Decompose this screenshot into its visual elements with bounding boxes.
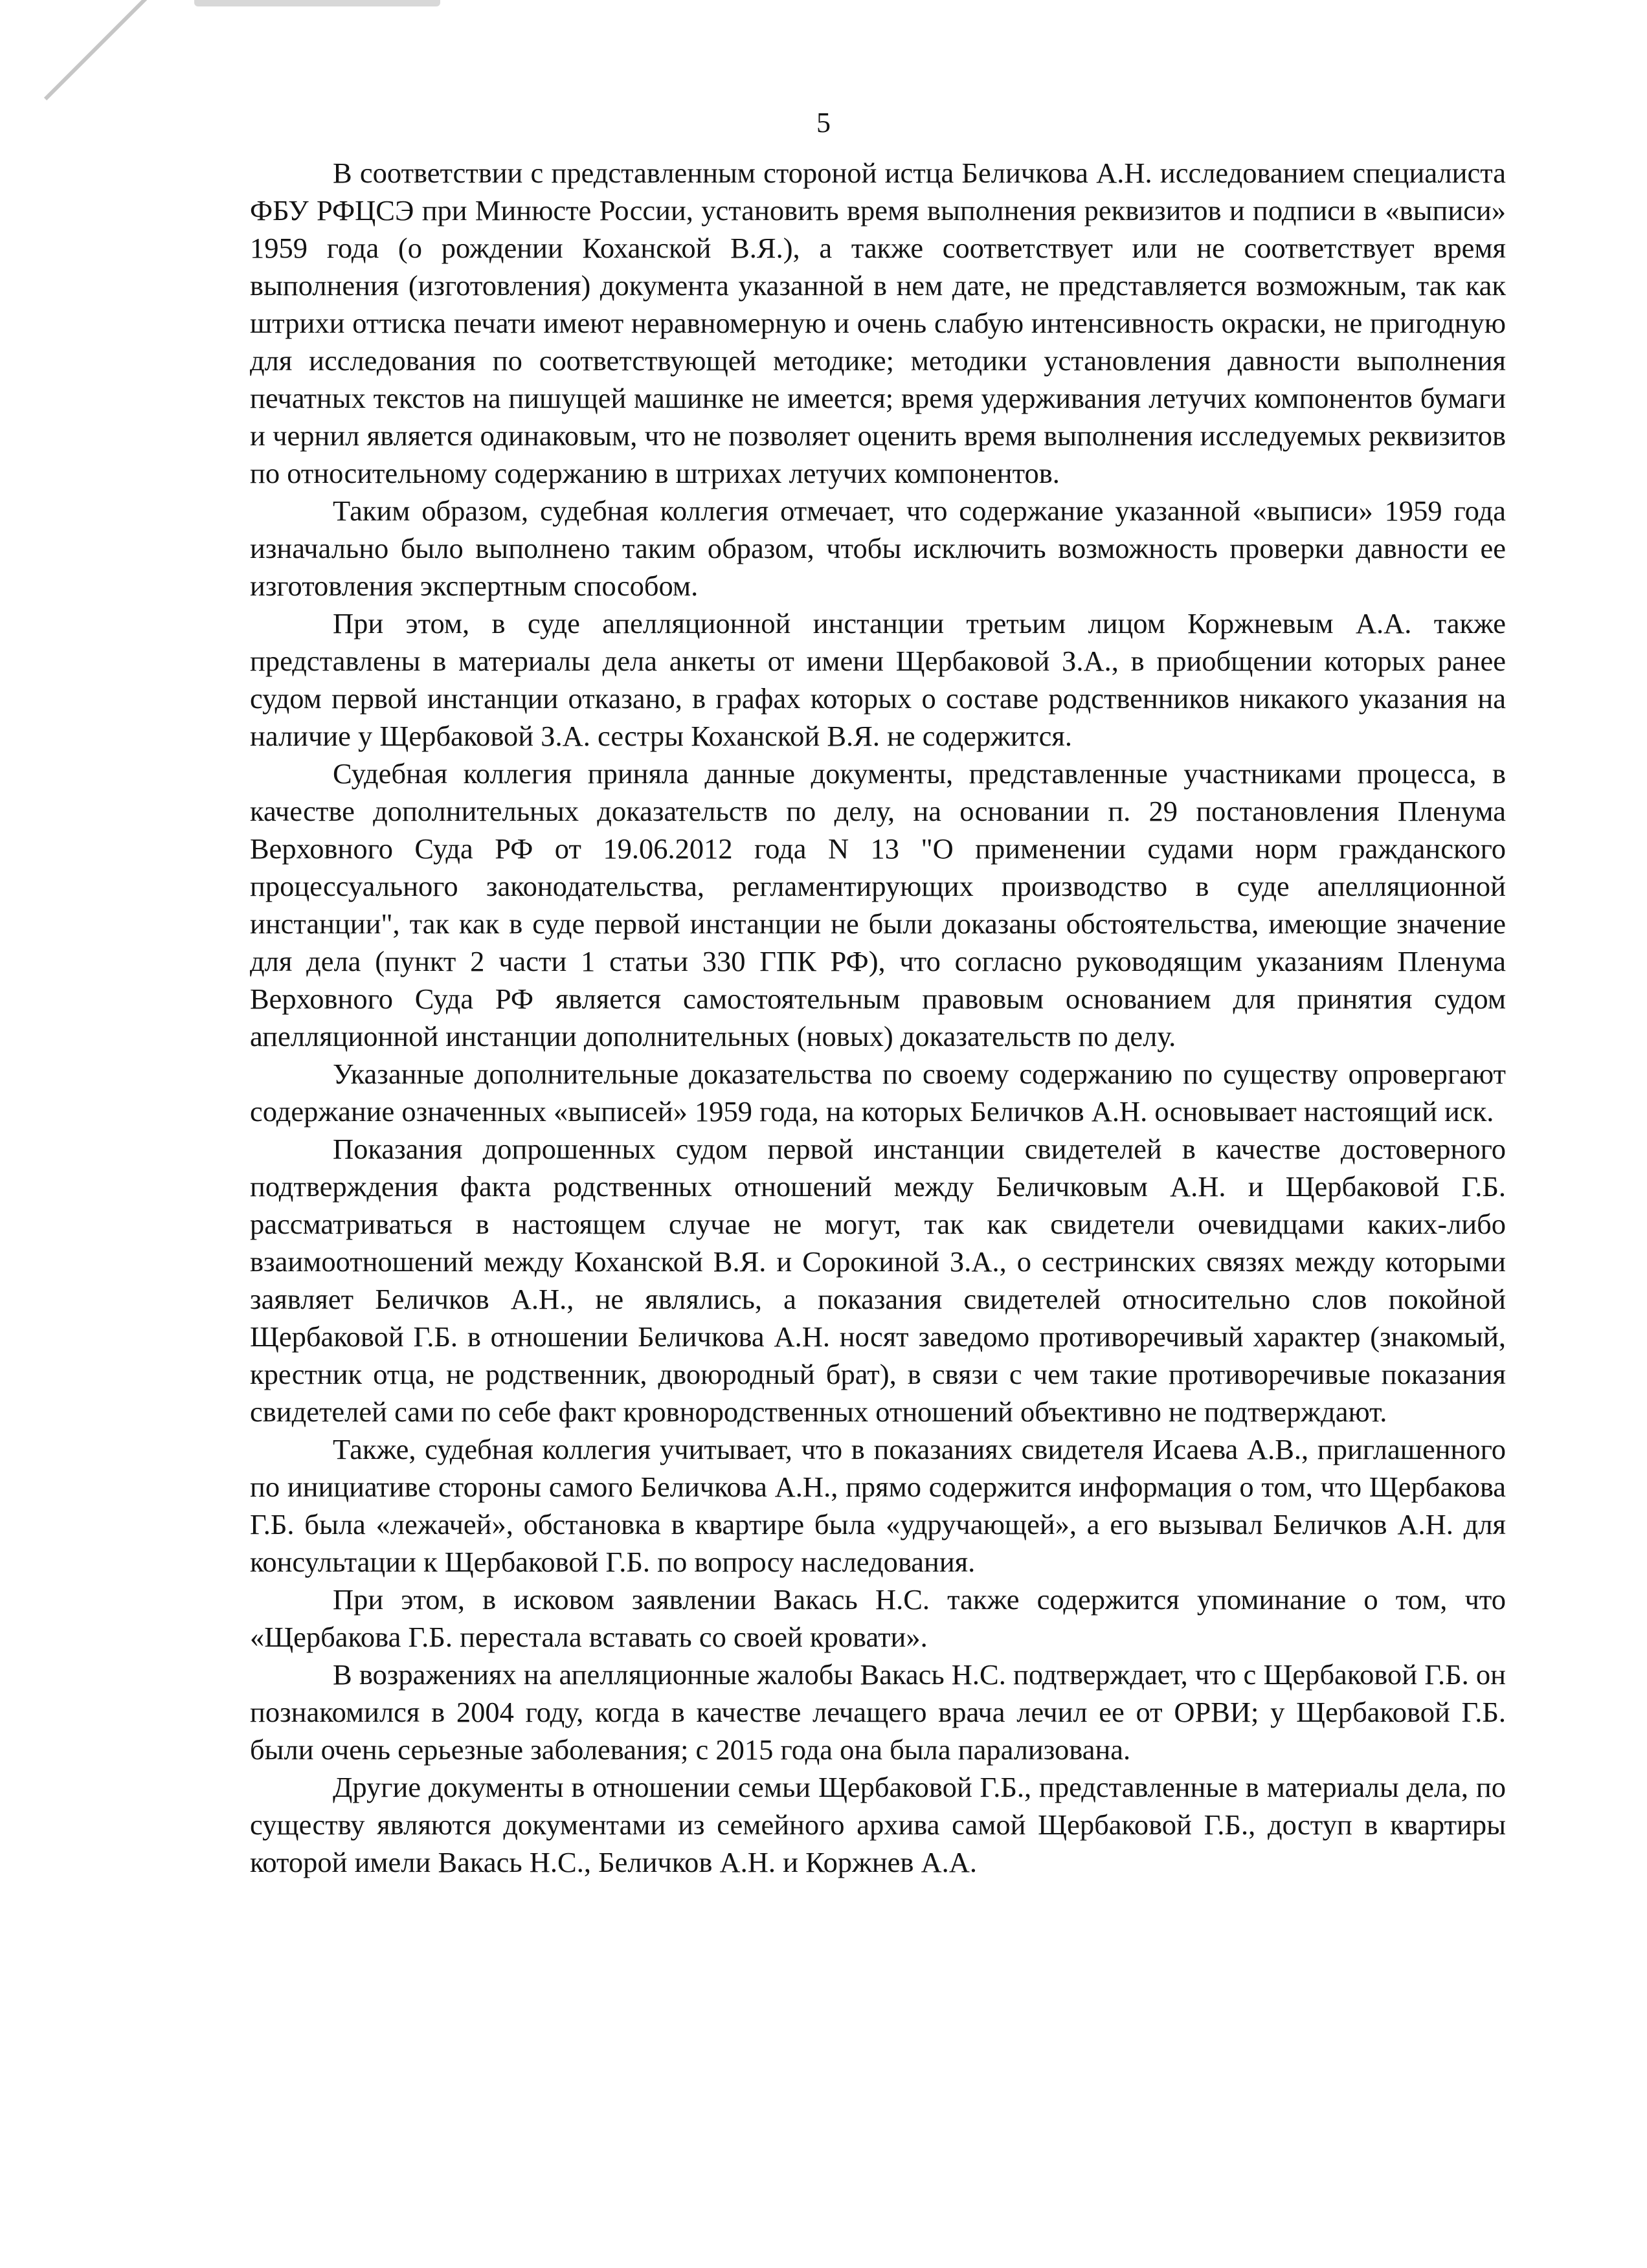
page-number: 5 [816,107,831,139]
paragraph: Также, судебная коллегия учитывает, что в показаниях свидетеля Исаева А.В., приглашенного по инициативе стороны самого Беличкова А.Н., прямо содержится информация о том, что Щербакова Г.Б. была «лежачей», обстановка в квартире была «удручающей», а его вызывал Беличков А.Н. для консультации к Щербаковой Г.Б. по вопросу наследования. [250,1433,1506,1578]
paragraph: Указанные дополнительные доказательства по своему содержанию по существу опровергают содержание означенных «выписей» 1959 года, на которых Беличков А.Н. основывает настоящий иск. [250,1058,1506,1128]
paragraph: Показания допрошенных судом первой инстанции свидетелей в качестве достоверного подтверждения факта родственных отношений между Беличковым А.Н. и Щербаковой Г.Б. рассматриваться в настоящем случае не могут, так как свидетели очевидцами каких-либо взаимоотношений между Коханской В.Я. и Сорокиной З.А., о сестринских связях между которыми заявляет Беличков А.Н., не являлись, а показания свидетелей относительно слов покойной Щербаковой Г.Б. в отношении Беличкова А.Н. носят заведомо противоречивый характер (знакомый, крестник отца, не родственник, двоюродный брат), в связи с чем такие противоречивые показания свидетелей сами по себе факт кровнородственных отношений объективно не подтверждают. [250,1133,1506,1428]
paragraph: Таким образом, судебная коллегия отмечает, что содержание указанной «выписи» 1959 года изначально было выполнено таким образом, чтобы исключить возможность проверки давности ее изготовления экспертным способом. [250,495,1506,602]
paragraph: В возражениях на апелляционные жалобы Вакась Н.С. подтверждает, что с Щербаковой Г.Б. он познакомился в 2004 году, когда в качестве лечащего врача лечил ее от ОРВИ; у Щербаковой Г.Б. были очень серьезные заболевания; с 2015 года она была парализована. [250,1658,1506,1766]
paragraph: При этом, в исковом заявлении Вакась Н.С. также содержится упоминание о том, что «Щербакова Г.Б. перестала вставать со своей кровати». [250,1583,1506,1653]
paragraph: Другие документы в отношении семьи Щербаковой Г.Б., представленные в материалы дела, по существу являются документами из семейного архива самой Щербаковой Г.Б., доступ в квартиры которой имели Вакась Н.С., Беличков А.Н. и Коржнев А.А. [250,1771,1506,1878]
scan-smudge [194,0,440,6]
pencil-mark [44,0,148,100]
paragraph: В соответствии с представленным стороной истца Беличкова А.Н. исследованием специалиста ФБУ РФЦСЭ при Минюсте России, установить время выполнения реквизитов и подписи в «выписи» 1959 года (о рождении Коханской В.Я.), а также соответствует или не соответствует время выполнения (изготовления) документа указанной в нем дате, не представляется возможным, так как штрихи оттиска печати имеют неравномерную и очень слабую интенсивность окраски, не пригодную для исследования по соответствующей методике; методики установления давности выполнения печатных текстов на пишущей машинке не имеется; время удерживания летучих компонентов бумаги и чернил является одинаковым, что не позволяет оценить время выполнения исследуемых реквизитов по относительному содержанию в штрихах летучих компонентов. [250,157,1506,489]
paragraph: При этом, в суде апелляционной инстанции третьим лицом Коржневым А.А. также представлены в материалы дела анкеты от имени Щербаковой З.А., в приобщении которых ранее судом первой инстанции отказано, в графах которых о составе родственников никакого указания на наличие у Щербаковой З.А. сестры Коханской В.Я. не содержится. [250,607,1506,752]
paragraph: Судебная коллегия приняла данные документы, представленные участниками процесса, в качестве дополнительных доказательств по делу, на основании п. 29 постановления Пленума Верховного Суда РФ от 19.06.2012 года N 13 "О применении судами норм гражданского процессуального законодательства, регламентирующих производство в суде апелляционной инстанции", так как в суде первой инстанции не были доказаны обстоятельства, имеющие значение для дела (пункт 2 части 1 статьи 330 ГПК РФ), что согласно руководящим указаниям Пленума Верховного Суда РФ является самостоятельным правовым основанием для принятия судом апелляционной инстанции дополнительных (новых) доказательств по делу. [250,757,1506,1052]
document-body [250,154,1506,1881]
